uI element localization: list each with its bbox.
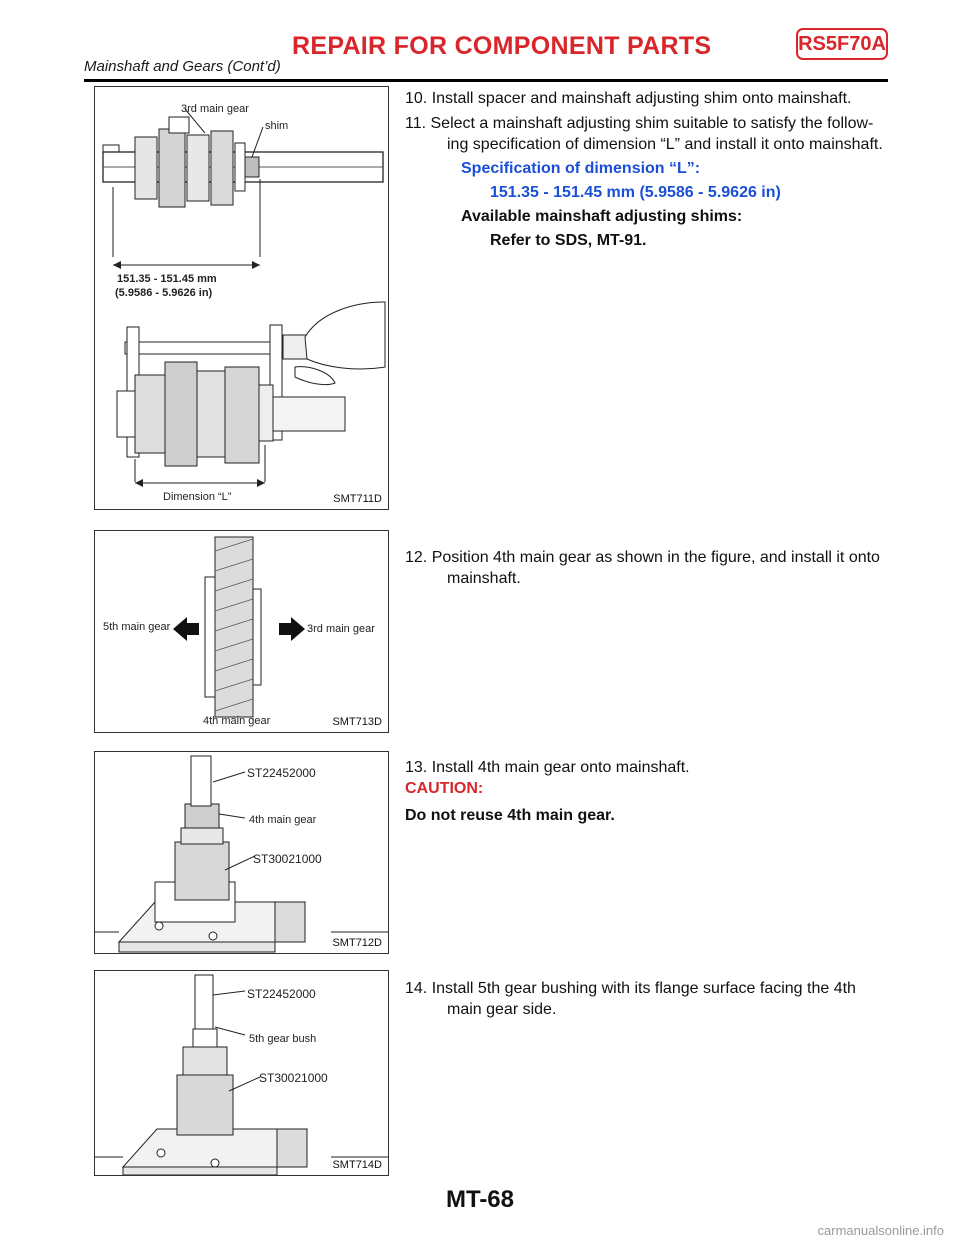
spec-dimension-label: Specification of dimension “L”: xyxy=(461,160,701,177)
step-13-block xyxy=(405,757,889,826)
label-tool-st30021000: ST30021000 xyxy=(259,1071,328,1085)
label-4th-main-gear: 4th main gear xyxy=(203,715,271,727)
label-5th-gear-bush: 5th gear bush xyxy=(249,1033,317,1045)
step-11: 11. Select a mainshaft adjusting shim suitable to satisfy the follow-ing specification of dimension “L” and install it onto mainshaft. xyxy=(405,115,883,153)
model-code-badge: RS5F70A xyxy=(796,28,888,60)
shims-reference: Refer to SDS, MT-91. xyxy=(490,232,647,249)
label-shim: shim xyxy=(265,120,289,132)
figure-smt713d xyxy=(94,530,389,733)
label-dimension-in: (5.9586 - 5.9626 in) xyxy=(115,287,213,299)
shims-label: Available mainshaft adjusting shims: xyxy=(461,208,743,225)
arrow-left-5th-icon xyxy=(173,617,199,641)
figure-smt711d xyxy=(94,86,389,510)
label-tool-st22452000: ST22452000 xyxy=(247,766,316,780)
page-number: MT-68 xyxy=(445,1186,514,1213)
page-header-title: REPAIR FOR COMPONENT PARTS xyxy=(292,32,712,60)
press-5th-bush-illustration xyxy=(95,971,389,1176)
figure-code: SMT712D xyxy=(332,937,382,949)
watermark: carmanualsonline.info xyxy=(817,1223,944,1238)
step-13: 13. Install 4th main gear onto mainshaft. xyxy=(405,759,690,776)
step-14-block xyxy=(405,978,889,1020)
label-4th-main-gear: 4th main gear xyxy=(249,814,317,826)
step-12-block xyxy=(405,547,889,589)
step-12: 12. Position 4th main gear as shown in the figure, and install it onto mainshaft. xyxy=(405,549,880,587)
label-5th-main-gear: 5th main gear xyxy=(103,621,171,633)
label-dimension-l: Dimension “L” xyxy=(163,491,232,503)
label-dimension-mm: 151.35 - 151.45 mm xyxy=(117,273,217,285)
section-subtitle: Mainshaft and Gears (Cont’d) xyxy=(84,58,281,75)
press-4th-gear-illustration xyxy=(95,752,389,954)
figure-smt712d xyxy=(94,751,389,954)
figure-smt714d xyxy=(94,970,389,1176)
step-10: 10. Install spacer and mainshaft adjusting shim onto mainshaft. xyxy=(405,90,852,107)
caution-label: CAUTION: xyxy=(405,780,484,797)
figure-code: SMT711D xyxy=(333,493,382,505)
label-3rd-main-gear: 3rd main gear xyxy=(307,623,375,635)
spec-dimension-value: 151.35 - 151.45 mm (5.9586 - 5.9626 in) xyxy=(490,184,781,201)
figure-code: SMT713D xyxy=(332,716,382,728)
header-divider xyxy=(84,79,888,82)
arrow-right-3rd-icon xyxy=(279,617,305,641)
figure-code: SMT714D xyxy=(332,1159,382,1171)
caution-text: Do not reuse 4th main gear. xyxy=(405,807,615,824)
label-3rd-main-gear: 3rd main gear xyxy=(181,103,249,115)
steps-10-11 xyxy=(405,88,889,251)
step-14: 14. Install 5th gear bushing with its flange surface facing the 4th main gear side. xyxy=(405,980,856,1018)
label-tool-st30021000: ST30021000 xyxy=(253,852,322,866)
label-tool-st22452000: ST22452000 xyxy=(247,987,316,1001)
